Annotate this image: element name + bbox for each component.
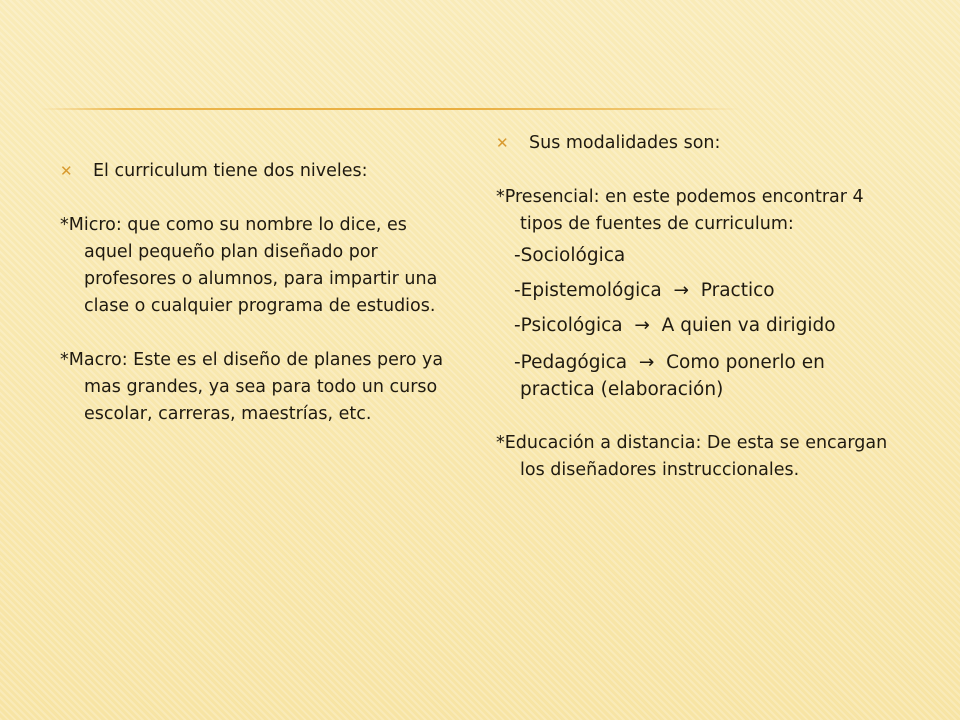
psicologica-label: -Psicológica <box>514 315 623 336</box>
spacer <box>60 320 460 347</box>
pedagogica-item <box>496 349 896 403</box>
spacer <box>496 157 896 184</box>
left-column <box>60 158 460 428</box>
right-arrow-icon: → <box>667 280 695 301</box>
pedagogica-note: Como ponerlo en practica (elaboración) <box>520 352 825 400</box>
macro-paragraph: *Macro: Este es el diseño de planes pero ya mas grandes, ya sea para todo un curso escolar, carreras, maestrías, etc. <box>60 350 444 424</box>
left-bullet-item <box>60 158 460 185</box>
psicologica-note: A quien va dirigido <box>661 315 836 336</box>
right-arrow-icon: → <box>632 352 661 373</box>
x-mark-bullet-icon: ✕ <box>60 162 73 180</box>
pedagogica-label: -Pedagógica <box>514 352 628 373</box>
right-column <box>496 130 896 484</box>
sociologica-label: -Sociológica <box>514 245 626 266</box>
epistemologica-note: Practico <box>700 280 775 301</box>
epistemologica-label: -Epistemológica <box>514 280 662 301</box>
x-mark-bullet-icon: ✕ <box>496 134 509 152</box>
epistemologica-item <box>496 273 896 308</box>
right-arrow-icon: → <box>628 315 656 336</box>
psicologica-item <box>496 308 896 343</box>
spacer <box>60 185 460 212</box>
right-bullet-item <box>496 130 896 157</box>
spacer <box>496 403 896 430</box>
right-bullet-text: Sus modalidades son: <box>529 133 721 153</box>
sociologica-item <box>496 238 896 273</box>
top-divider-line <box>40 108 740 110</box>
micro-paragraph: *Micro: que como su nombre lo dice, es aquel pequeño plan diseñado por profesores o alumnos, para impartir una clase o cualquier programa de estudios. <box>60 215 438 316</box>
distancia-paragraph: *Educación a distancia: De esta se encargan los diseñadores instruccionales. <box>496 433 888 480</box>
left-bullet-text: El curriculum tiene dos niveles: <box>93 161 368 181</box>
presencial-paragraph: *Presencial: en este podemos encontrar 4 tipos de fuentes de curriculum: <box>496 187 864 234</box>
